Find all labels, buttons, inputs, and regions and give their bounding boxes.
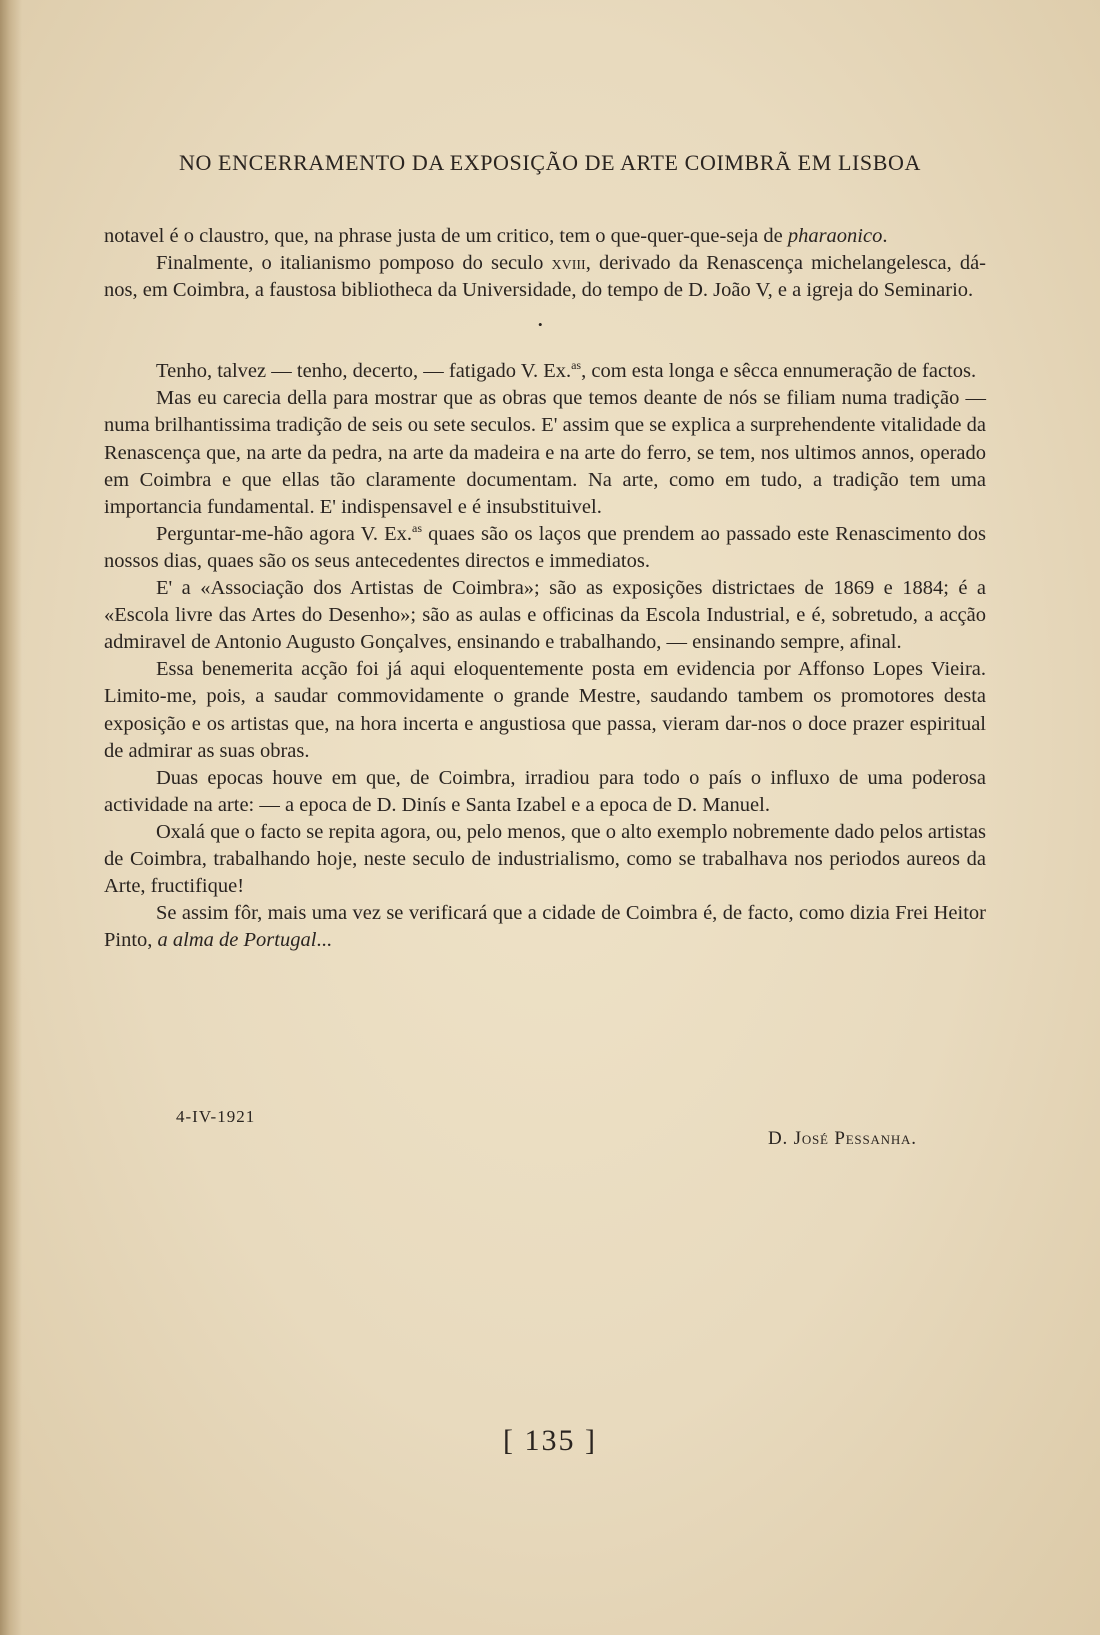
paragraph-8: Duas epocas houve em que, de Coimbra, irradiou para todo o país o influxo de uma poderosa actividade na arte: — a epoca de D. Dinís e Santa Izabel e a epoca de D. Manuel.	[104, 766, 986, 816]
paragraph-2-end: , derivado da Renascença michelangelesca, dá-nos, em Coimbra, a faustosa bibliotheca da Universidade, do tempo de D. João V, e a igreja do Seminario.	[104, 252, 986, 302]
paragraph-9: Oxalá que o facto se repita agora, ou, pelo menos, que o alto exemplo nobremente dado pelos artistas de Coimbra, trabalhando hoje, neste seculo de industrialismo, como se trabalhava nos periodos aureos da Arte, fructifique!	[104, 820, 986, 898]
page-edge-shadow	[0, 0, 22, 1635]
paragraph-1-end: .	[882, 225, 888, 247]
paragraph-7: Essa benemerita acção foi já aqui eloquentemente posta em evidencia por Affonso Lopes Vieira. Limito-me, pois, a saudar commovidamente o grande Mestre, saudando tambem os promotores desta exposição e os artistas que, na hora incerta e angustiosa que passa, vieram dar-nos o doce prazer espiritual de admirar as suas obras.	[104, 658, 986, 762]
paragraph-3-end: , com esta longa e sêcca ennumeração de factos.	[581, 360, 977, 383]
superscript: as	[412, 520, 422, 535]
section-separator	[104, 304, 986, 358]
paragraph-5-text: Perguntar-me-hão agora V. Ex.	[156, 522, 412, 545]
paragraph-4: Mas eu carecia della para mostrar que as obras que temos deante de nós se filiam numa tradição — numa brilhantissima tradição de seis ou sete seculos. E' assim que se explica a surprehendente vitalidade da Renascença que, na arte da pedra, na arte da madeira e na arte do ferro, se tem, nos ultimos annos, operado em Coimbra e que ellas tão claramente documentam. Na arte, como em tudo, a tradição tem uma importancia fundamental. E' indispensavel e é insubstituivel.	[104, 387, 986, 518]
running-head: NO ENCERRAMENTO DA EXPOSIÇÃO DE ARTE COIMBRÃ EM LISBOA	[178, 150, 922, 175]
paragraph-1	[104, 223, 986, 250]
body-text	[104, 223, 986, 954]
paragraph-10-text: Se assim fôr, mais uma vez se verificará que a cidade de Coimbra é, de facto, como dizia Frei Heitor Pinto,	[104, 902, 986, 952]
paragraph-3-text: Tenho, talvez — tenho, decerto, — fatigado V. Ex.	[156, 360, 572, 383]
separator-dot: •	[538, 317, 543, 333]
dateline: 4-IV-1921	[176, 1107, 256, 1126]
signature: D. José Pessanha.	[768, 1128, 917, 1149]
paragraph-10-end: ...	[316, 929, 332, 952]
century-numeral: xviii	[551, 252, 586, 275]
paragraph-10-italic: a alma de Portugal	[157, 929, 317, 952]
paragraph-1-text: notavel é o claustro, que, na phrase justa de um critico, tem o que-quer-que-seja de	[104, 225, 788, 247]
paragraph-10	[104, 900, 986, 954]
paragraph-1-italic: pharaonico	[787, 225, 883, 247]
paragraph-3	[104, 358, 986, 385]
superscript: as	[571, 358, 582, 373]
paragraph-6: E' a «Associação dos Artistas de Coimbra»; são as exposições districtaes de 1869 e 1884; é a «Escola livre das Artes do Desenho»; são as aulas e officinas da Escola Industrial, e é, sobretudo, a acção admiravel de Antonio Augusto Gonçalves, ensinando e trabalhando, — ensinando sempre, afinal.	[104, 577, 986, 654]
paragraph-5	[104, 521, 986, 575]
page-number: [ 135 ]	[503, 1424, 597, 1457]
paragraph-2	[104, 250, 986, 304]
paragraph-5-end: quaes são os laços que prendem ao passado este Renascimento dos nossos dias, quaes são os seus antecedentes directos e immediatos.	[104, 522, 987, 572]
paragraph-2-text: Finalmente, o italianismo pomposo do seculo	[156, 252, 552, 275]
